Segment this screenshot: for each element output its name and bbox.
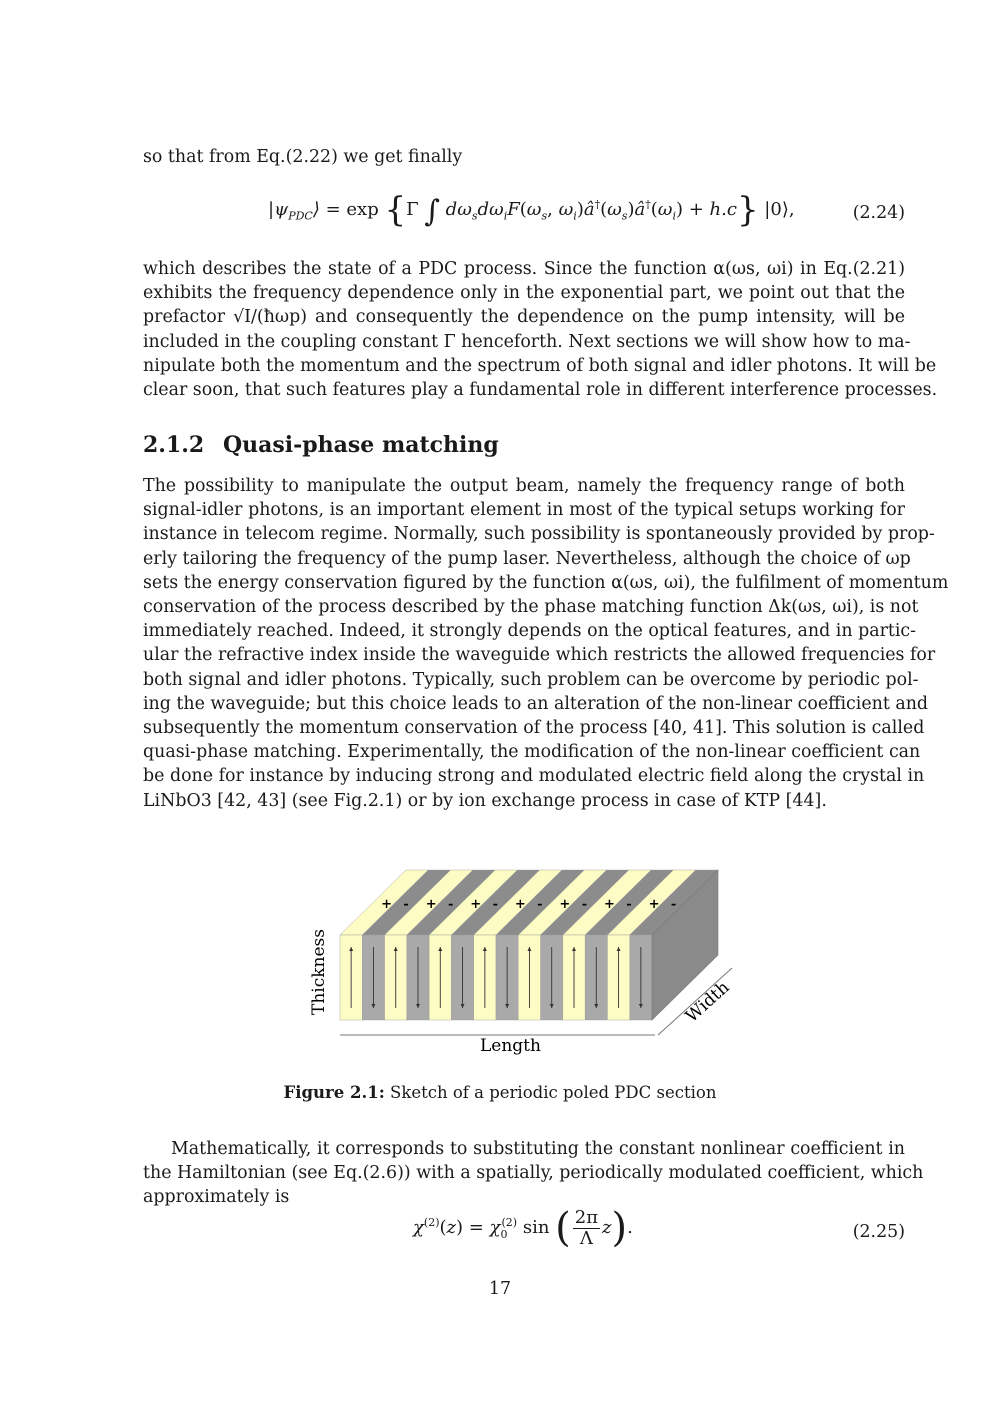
text-line: prefactor √I/(ħωp) and consequently the dependence on the pump intensity, will be: [143, 307, 905, 328]
text-line: quasi-phase matching. Experimentally, the modification of the non-linear coefficient can: [143, 742, 921, 763]
poling-sign: -: [626, 897, 632, 912]
text-line: the Hamiltonian (see Eq.(2.6)) with a spatially, periodically modulated coefficient, which: [143, 1163, 924, 1184]
fraction: [573, 1208, 600, 1249]
fraction-denominator: Λ: [579, 1227, 593, 1249]
poling-sign: +: [470, 897, 482, 912]
caption-label: Figure 2.1:: [283, 1083, 385, 1102]
text-line: clear soon, that such features play a fundamental role in different interference processes.: [143, 380, 938, 401]
text-line: sets the energy conservation figured by the function α(ωs, ωi), the fulfilment of momentum: [143, 572, 949, 593]
variable-z: z: [602, 1217, 612, 1238]
equation-number-2-24: (2.24): [852, 203, 905, 223]
text-line: both signal and idler photons. Typically, such problem can be overcome by periodic pol-: [143, 669, 919, 690]
page-number: 17: [488, 1279, 512, 1299]
equation-2-24: $|\psi_{PDC}⟩ = \exp \{\Gamma$ ∫ $d\omega_sd\omega_iF(\omega_s$, $\omega_i)â^\dagger(\omega_s)â^\dagger(\omega_i) + h.c$} |0⟩,: [268, 190, 795, 230]
equation-2-25: $\chi^{(2)}(z) = \chi_0^{(2)}$ sin ( $\frac{2\pi}{\Lambda}$ z).: [413, 1205, 633, 1251]
poling-sign: -: [448, 897, 454, 912]
poling-sign: +: [425, 897, 437, 912]
section-heading: [143, 432, 499, 458]
poling-sign: -: [403, 897, 409, 912]
paragraph-quasi-phase: [143, 474, 949, 813]
text-line: immediately reached. Indeed, it strongly depends on the optical features, and in partic-: [143, 621, 917, 642]
label-thickness: Thickness: [309, 928, 329, 1015]
label-length: Length: [480, 1036, 541, 1056]
paragraph-pdc-state: [143, 257, 938, 402]
text-line: be done for instance by inducing strong and modulated electric field along the crystal in: [143, 766, 925, 787]
text-line: signal-idler photons, is an important element in most of the typical setups working for: [143, 500, 905, 521]
figure-periodic-poling: [300, 860, 750, 1060]
equation-number-2-25: (2.25): [852, 1222, 905, 1242]
poling-sign: +: [381, 897, 393, 912]
text-line: The possibility to manipulate the output beam, namely the frequency range of both: [143, 476, 905, 496]
figure-caption: [0, 1083, 1000, 1102]
intro-line: so that from Eq.(2.22) we get finally: [143, 147, 463, 167]
section-title: Quasi-phase matching: [223, 432, 499, 458]
intro-text: [143, 145, 905, 169]
poling-sign: -: [581, 897, 588, 912]
poling-sign: +: [514, 897, 526, 912]
poling-sign: +: [559, 897, 571, 912]
text-line: ing the waveguide; but this choice leads to an alteration of the non-linear coefficient and: [143, 693, 929, 714]
poling-sign: -: [670, 897, 677, 912]
text-line: instance in telecom regime. Normally, such possibility is spontaneously provided by prop-: [143, 524, 935, 545]
section-number: 2.1.2: [143, 432, 205, 458]
poling-sign: -: [537, 897, 543, 912]
text-line: included in the coupling constant Γ henceforth. Next sections we will show how to ma-: [143, 331, 911, 352]
text-line: LiNbO3 [42, 43] (see Fig.2.1) or by ion exchange process in case of KTP [44].: [143, 790, 827, 811]
text-line: exhibits the frequency dependence only in the exponential part, we point out that the: [143, 283, 905, 304]
poling-sign: +: [648, 897, 660, 912]
text-line: ular the refractive index inside the waveguide which restricts the allowed frequencies for: [143, 645, 936, 666]
text-line: Mathematically, it corresponds to substituting the constant nonlinear coefficient in: [171, 1139, 905, 1159]
text-line: approximately is: [143, 1187, 290, 1208]
text-line: which describes the state of a PDC process. Since the function α(ωs, ωi) in Eq.(2.21): [143, 259, 905, 279]
text-line: nipulate both the momentum and the spectrum of both signal and idler photons. It will be: [143, 355, 937, 376]
poling-sign: -: [492, 897, 498, 912]
text-line: subsequently the momentum conservation of the process [40, 41]. This solution is called: [143, 718, 925, 739]
fraction-numerator: 2π: [574, 1206, 599, 1228]
label-width: Width: [681, 977, 734, 1027]
poling-sign: +: [604, 897, 615, 912]
paragraph-mathematical: [143, 1137, 924, 1210]
text-line: erly tailoring the frequency of the pump laser. Nevertheless, although the choice of ωp: [143, 548, 911, 569]
text-line: conservation of the process described by the phase matching function Δk(ωs, ωi), is not: [143, 597, 919, 618]
caption-text: Sketch of a periodic poled PDC section: [390, 1083, 717, 1102]
